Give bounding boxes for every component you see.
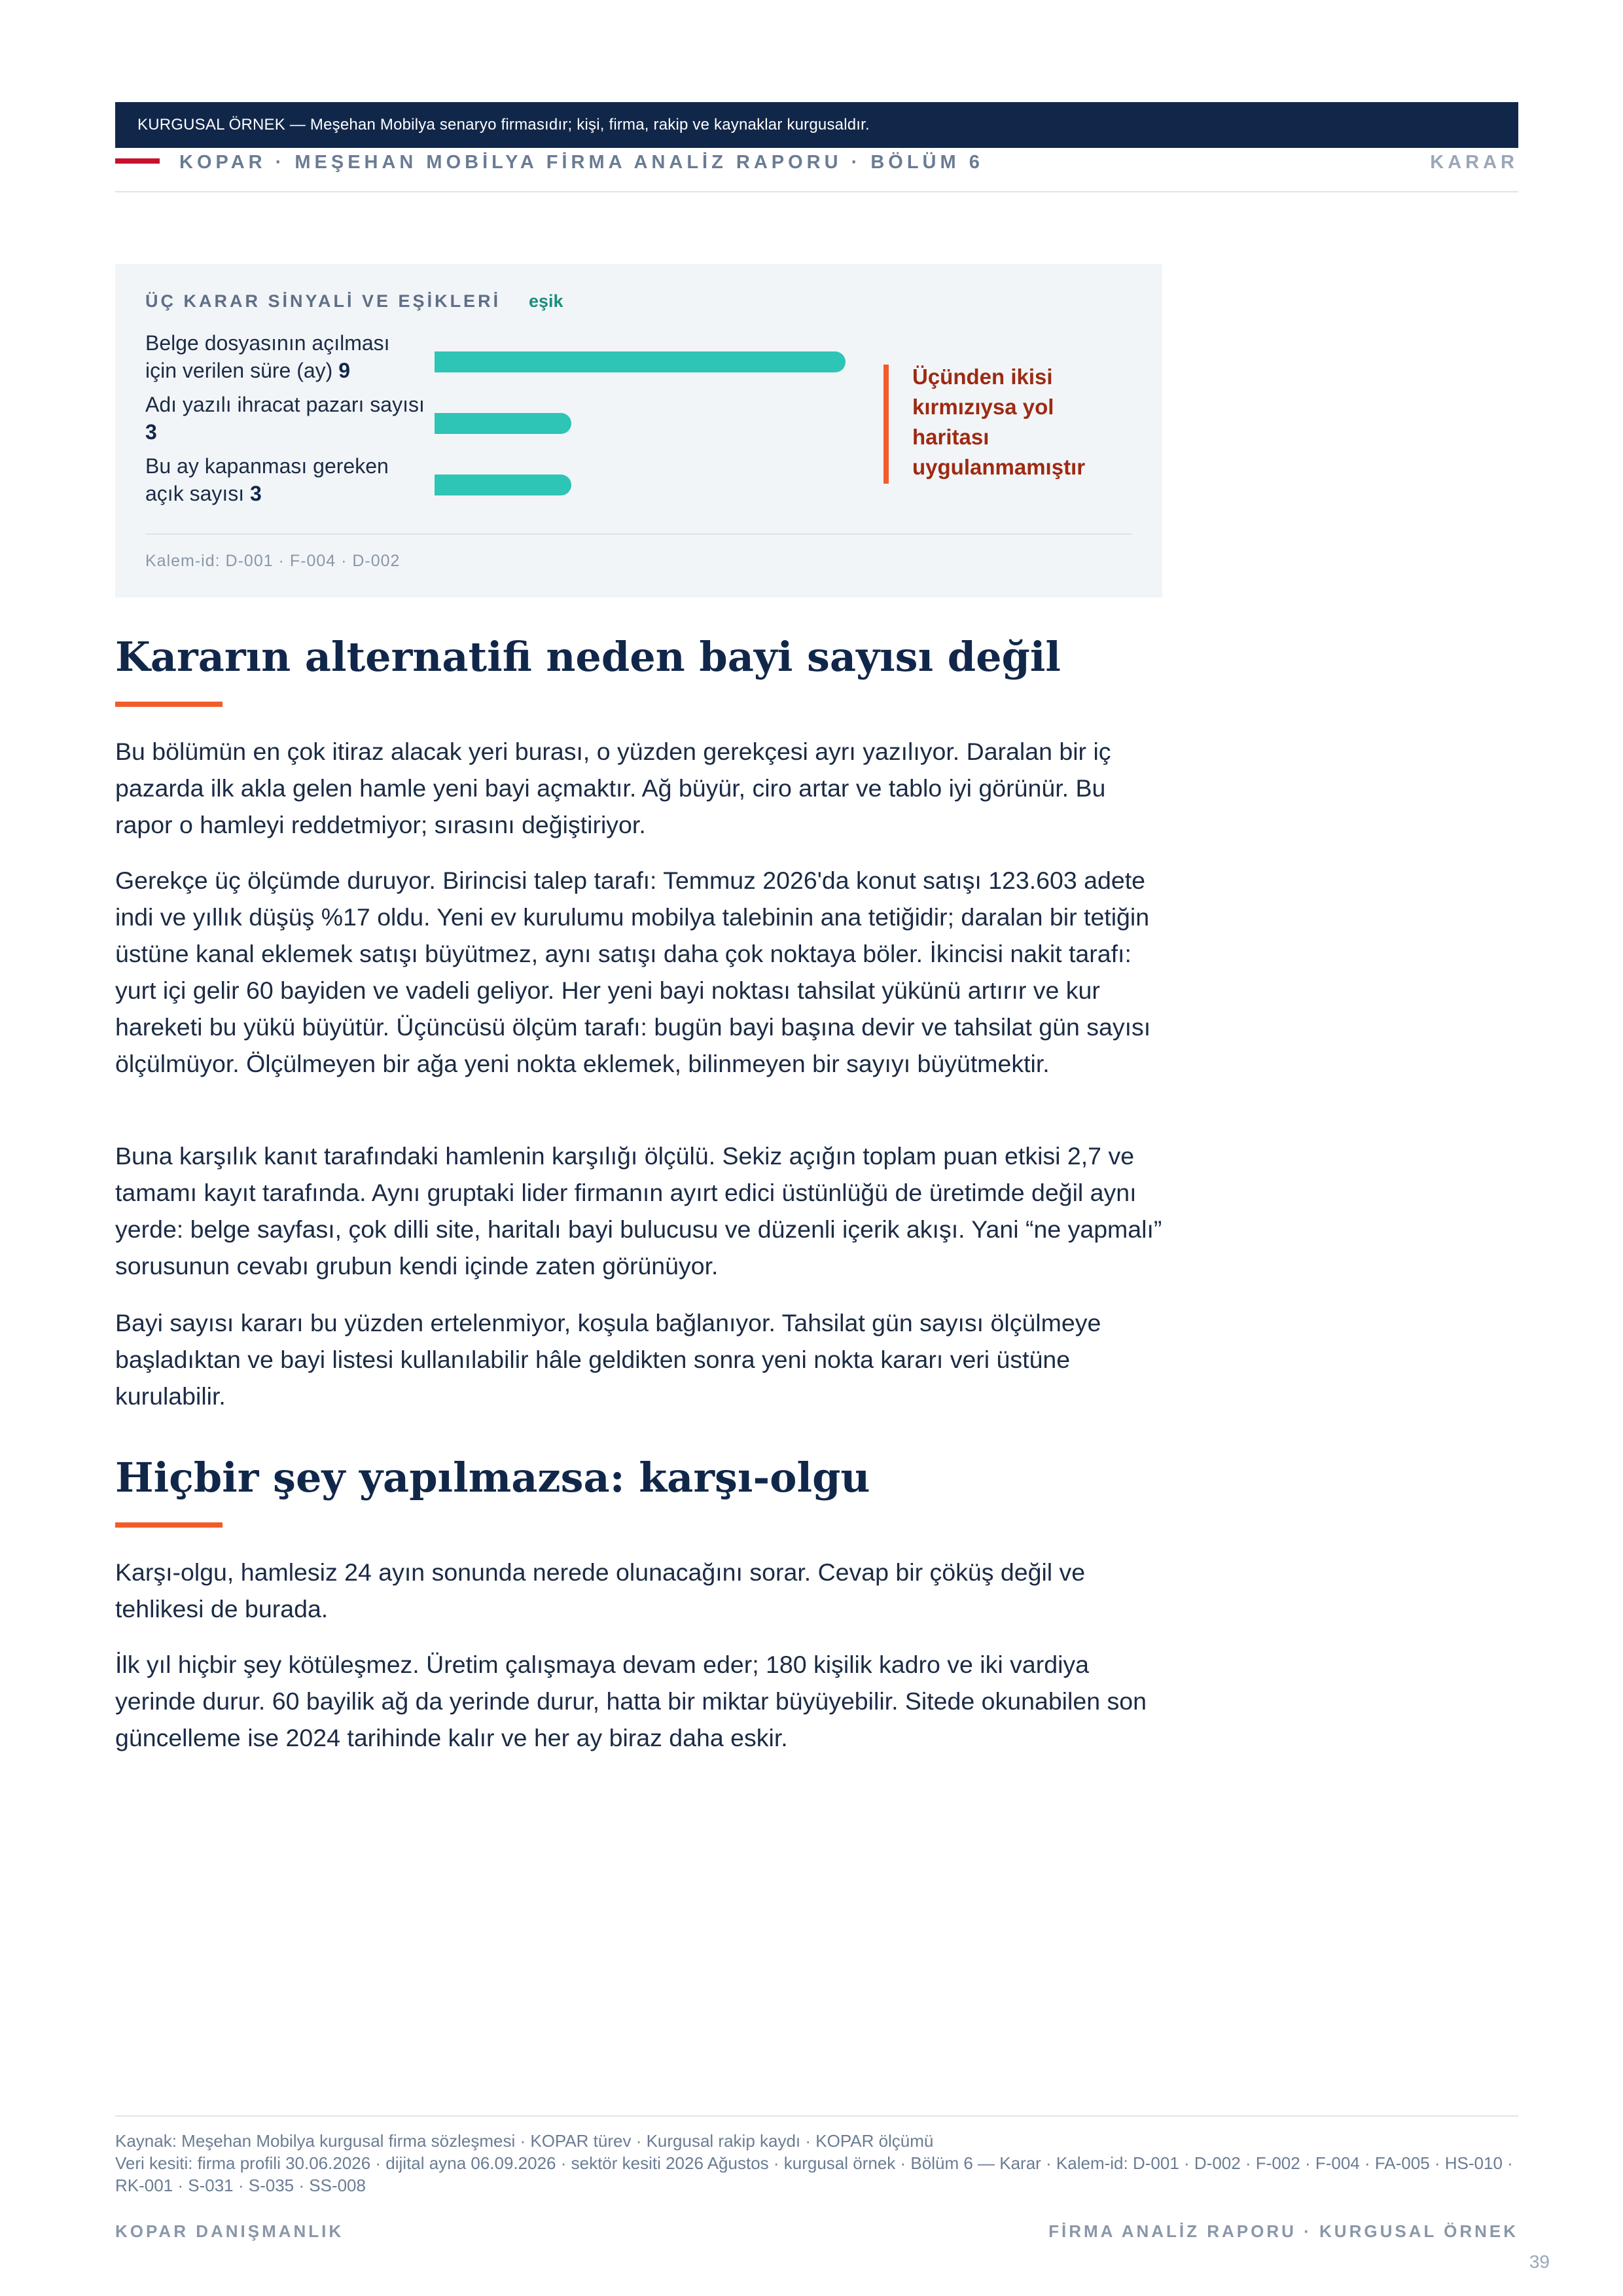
body-paragraph: İlk yıl hiçbir şey kötüleşmez. Üretim çalışmaya devam eder; 180 kişilik kadro ve iki vardiya yerinde durur. 60 bayilik ağ da yerinde durur, hatta bir miktar büyüyebilir. Sitede okunabilen son güncelleme ise 2024 tarihinde kalır ve her ay biraz daha eskir. (115, 1651, 1147, 1751)
bar-label (145, 452, 427, 507)
signal-bar (435, 475, 571, 495)
footer-source-line: Kaynak: Meşehan Mobilya kurgusal firma sözleşmesi · KOPAR türev · Kurgusal rakip kaydı · KOPAR ölçümü (115, 2131, 934, 2151)
header-divider (115, 191, 1518, 192)
footer-report-type: FİRMA ANALİZ RAPORU · KURGUSAL ÖRNEK (1048, 2221, 1518, 2241)
bar-value-label: 3 (145, 420, 157, 444)
footer-sources (115, 2130, 1516, 2197)
footer-divider (115, 2115, 1518, 2117)
chart-reference-ids: Kalem-id: D-001 · F-004 · D-002 (145, 552, 401, 570)
running-header-title: KOPAR · MEŞEHAN MOBİLYA FİRMA ANALİZ RAPORU · BÖLÜM 6 (179, 152, 984, 173)
bar-category: Bu ay kapanması gereken açık sayısı (145, 454, 389, 505)
chart-legend: eşik (529, 291, 563, 311)
page-number: 39 (1529, 2251, 1550, 2272)
signal-bar (435, 351, 846, 372)
body-paragraph: Buna karşılık kanıt tarafındaki hamlenin karşılığı ölçülü. Sekiz açığın toplam puan etkisi 2,7 ve tamamı kayıt tarafında. Aynı gruptaki lider firmanın ayırt edici üstünlüğü de üretimde değil aynı yerde: belge sayfası, çok dilli site, haritalı bayi bulucusu ve düzenli içerik akışı. Yani “ne yapmalı” sorusunun cevabı grubun kendi içinde zaten görünüyor. (115, 1142, 1162, 1280)
footer-data-cut: Veri kesiti: firma profili 30.06.2026 · dijital ayna 06.09.2026 · sektör kesiti 2026 Ağustos · kurgusal örnek · Bölüm 6 — Karar · Kalem-id: D-001 · D-002 · F-002 · F-004 · FA-005 · HS-010 · RK-001 · S-031 · S-035 · SS-008 (115, 2153, 1513, 2195)
callout-accent-rule (883, 365, 889, 484)
heading-accent-bar (115, 702, 223, 707)
body-paragraph: Karşı-olgu, hamlesiz 24 ayın sonunda nerede olunacağını sorar. Cevap bir çöküş değil ve tehlikesi de burada. (115, 1558, 1086, 1623)
fictional-notice-banner: KURGUSAL ÖRNEK — Meşehan Mobilya senaryo firmasıdır; kişi, firma, rakip ve kaynaklar kurgusaldır. (115, 102, 1518, 148)
decision-signals-chart (115, 264, 1162, 598)
heading-accent-bar (115, 1522, 223, 1528)
footer-company: KOPAR DANIŞMANLIK (115, 2221, 344, 2241)
bar-value-label: 3 (250, 482, 262, 505)
section-heading: Kararın alternatifi neden bayi sayısı değil (115, 633, 1061, 681)
section-heading: Hiçbir şey yapılmazsa: karşı-olgu (115, 1454, 870, 1501)
chart-callout: Üçünden ikisi kırmızıysa yol haritası uygulanmamıştır (912, 365, 1086, 479)
chart-divider (145, 533, 1132, 535)
bar-category: Adı yazılı ihracat pazarı sayısı (145, 393, 425, 416)
bar-label (145, 391, 427, 446)
signal-bar (435, 413, 571, 434)
body-paragraph: Bu bölümün en çok itiraz alacak yeri burası, o yüzden gerekçesi ayrı yazılıyor. Daralan bir iç pazarda ilk akla gelen hamle yeni bayi açmaktır. Ağ büyür, ciro artar ve tablo iyi görünür. Bu rapor o hamleyi reddetmiyor; sırasını değiştiriyor. (115, 738, 1111, 838)
bar-value-label: 9 (338, 359, 350, 382)
header-accent-bar (115, 158, 160, 164)
running-header-section: KARAR (1430, 152, 1518, 173)
chart-title: ÜÇ KARAR SİNYALİ VE EŞİKLERİ (145, 291, 501, 311)
body-paragraph: Gerekçe üç ölçümde duruyor. Birincisi talep tarafı: Temmuz 2026'da konut satışı 123.603 adete indi ve yıllık düşüş %17 oldu. Yeni ev kurulumu mobilya talebinin ana tetiğidir; daralan bir tetiğin üstüne kanal eklemek satışı büyütmez, aynı satışı daha çok noktaya böler. İkincisi nakit tarafı: yurt içi gelir 60 bayiden ve vadeli geliyor. Her yeni bayi noktası tahsilat yükünü artırır ve kur hareketi bu yükü büyütür. Üçüncüsü ölçüm tarafı: bugün bayi başına devir ve tahsilat gün sayısı ölçülmüyor. Ölçülmeyen bir ağa yeni nokta eklemek, bilinmeyen bir sayıyı büyütmektir. (115, 867, 1151, 1077)
bar-category: Belge dosyasının açılması için verilen süre (ay) (145, 331, 390, 382)
body-paragraph: Bayi sayısı kararı bu yüzden ertelenmiyor, koşula bağlanıyor. Tahsilat gün sayısı ölçülmeye başladıktan ve bayi listesi kullanılabilir hâle geldikten sonra yeni nokta kararı veri üstüne kurulabilir. (115, 1309, 1101, 1410)
bar-label (145, 329, 427, 384)
